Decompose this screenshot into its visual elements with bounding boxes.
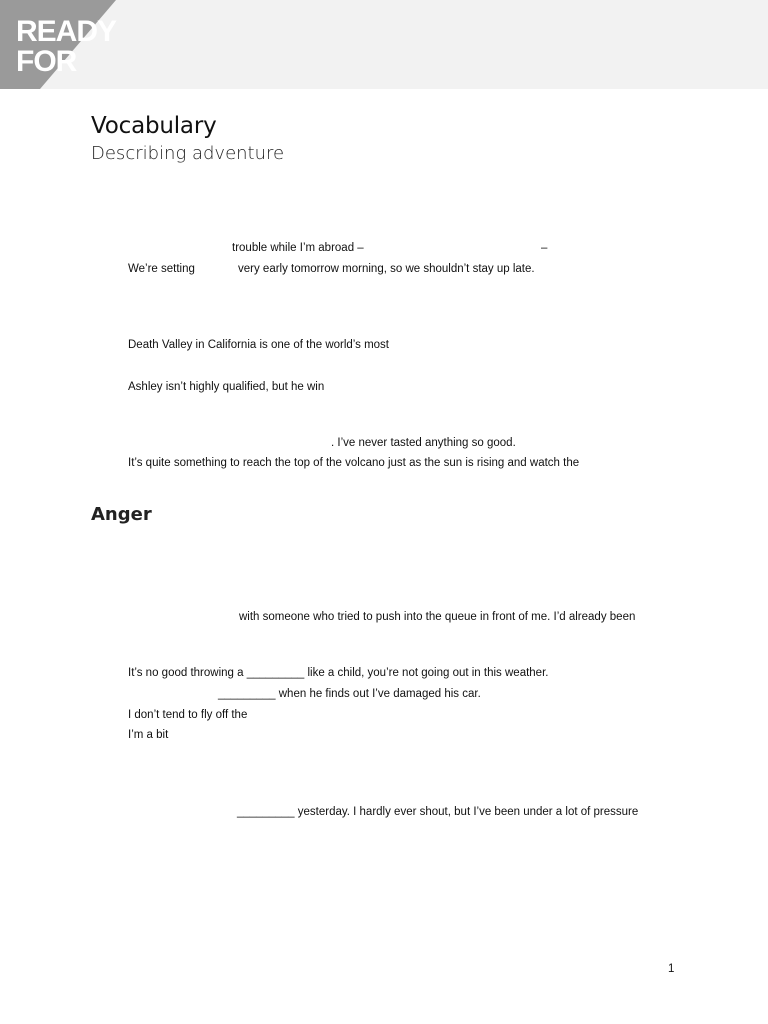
ready-for-logo xyxy=(0,0,140,89)
adventure-line-3: Death Valley in California is one of the world’s most xyxy=(128,339,390,351)
adventure-line-1: trouble while I’m abroad – xyxy=(232,242,364,254)
page-number: 1 xyxy=(668,963,675,975)
page-subtitle: Describing adventure xyxy=(91,143,285,164)
anger-line-6: _________ yesterday. I hardly ever shout, but I’ve been under a lot of pressure xyxy=(237,806,639,818)
adventure-line-5: . I’ve never tasted anything so good. xyxy=(331,437,516,449)
anger-line-5: I’m a bit xyxy=(128,729,169,741)
logo-line-2: FOR xyxy=(16,45,77,78)
anger-line-1: with someone who tried to push into the queue in front of me. I’d already been xyxy=(239,611,636,623)
section-heading-anger: Anger xyxy=(91,504,152,525)
adventure-line-2-start: We’re setting xyxy=(128,263,195,275)
anger-line-2: It’s no good throwing a _________ like a child, you’re not going out in this weather. xyxy=(128,667,549,679)
adventure-line-6: It’s quite something to reach the top of the volcano just as the sun is rising and watch the xyxy=(128,457,580,469)
adventure-line-2-end: very early tomorrow morning, so we shouldn’t stay up late. xyxy=(238,263,535,275)
anger-line-3: _________ when he finds out I’ve damaged his car. xyxy=(218,688,481,700)
page-title: Vocabulary xyxy=(91,113,217,139)
adventure-line-1-dash: – xyxy=(541,242,548,254)
adventure-line-4: Ashley isn’t highly qualified, but he win xyxy=(128,381,325,393)
anger-line-4: I don’t tend to fly off the xyxy=(128,709,248,721)
logo-line-1: READY xyxy=(16,15,117,48)
